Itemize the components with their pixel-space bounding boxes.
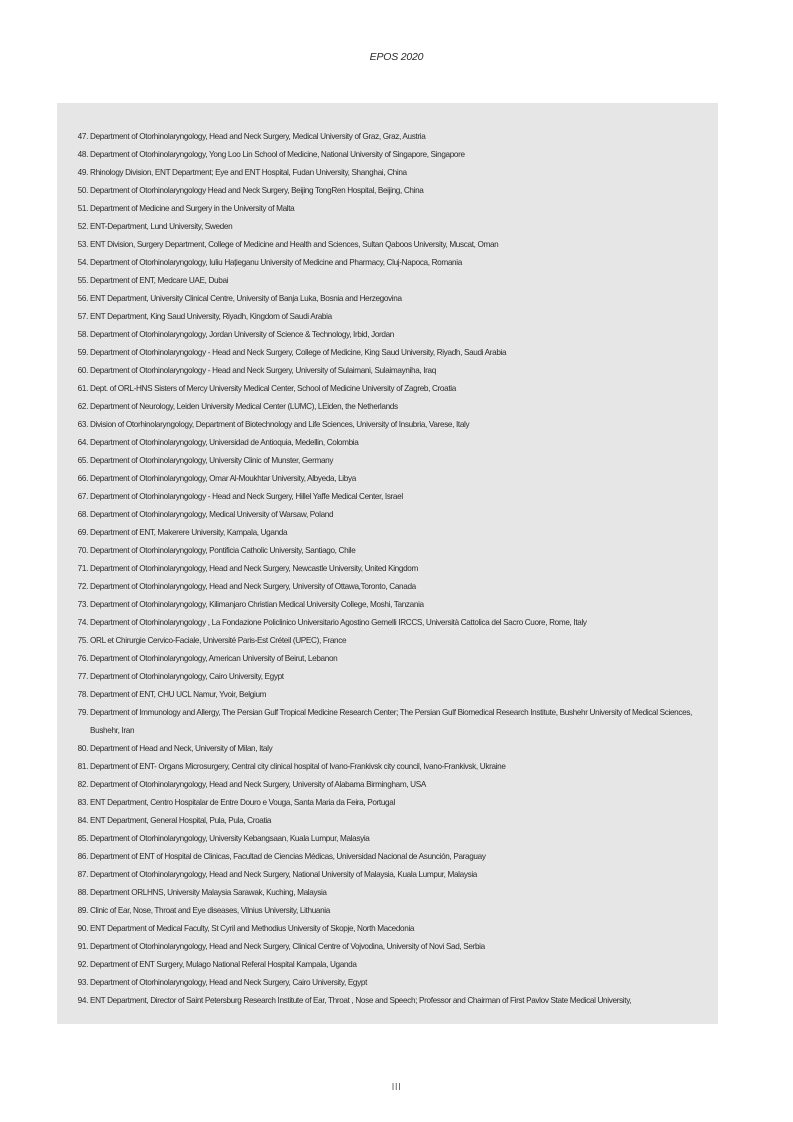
affiliation-item xyxy=(57,434,718,452)
affiliation-text: Department of Otorhinolaryngology, Head and Neck Surgery, Cairo University, Egypt xyxy=(90,978,368,987)
affiliation-text: Department of Otorhinolaryngology Head and Neck Surgery, Beijing TongRen Hospital, Beijing, China xyxy=(90,186,424,195)
affiliation-item xyxy=(57,380,718,398)
affiliation-text: Department of Otorhinolaryngology, Yong Loo Lin School of Medicine, National University of Singapore, Singapore xyxy=(90,150,465,159)
affiliation-item xyxy=(57,902,718,920)
affiliation-number: 66. xyxy=(77,474,88,483)
affiliation-item xyxy=(57,506,718,524)
affiliation-number: 70. xyxy=(77,546,88,555)
affiliation-text: Department of Otorhinolaryngology - Head and Neck Surgery, Hillel Yaffe Medical Center, Israel xyxy=(90,492,403,501)
affiliation-number: 48. xyxy=(77,150,88,159)
affiliation-text: Dept. of ORL-HNS Sisters of Mercy University Medical Center, School of Medicine University of Zagreb, Croatia xyxy=(90,384,456,393)
affiliation-text: Division of Otorhinolaryngology, Department of Biotechnology and Life Sciences, University of Insubria, Varese, Italy xyxy=(90,420,470,429)
affiliation-text: ENT Department, General Hospital, Pula, Pula, Croatia xyxy=(90,816,272,825)
affiliation-number: 52. xyxy=(77,222,88,231)
affiliation-number: 51. xyxy=(77,204,88,213)
affiliation-text: Department of Neurology, Leiden University Medical Center (LUMC), LEiden, the Netherlands xyxy=(90,402,398,411)
affiliation-text: Department of Medicine and Surgery in the University of Malta xyxy=(90,204,295,213)
affiliation-item xyxy=(57,344,718,362)
affiliation-item xyxy=(57,326,718,344)
affiliation-number: 47. xyxy=(77,132,88,141)
affiliation-item xyxy=(57,938,718,956)
affiliation-number: 53. xyxy=(77,240,88,249)
affiliation-number: 85. xyxy=(77,834,88,843)
affiliation-text: Department of Otorhinolaryngology, Pontificia Catholic University, Santiago, Chile xyxy=(90,546,356,555)
affiliation-item xyxy=(57,974,718,992)
affiliation-number: 75. xyxy=(77,636,88,645)
affiliation-number: 81. xyxy=(77,762,88,771)
affiliation-item xyxy=(57,218,718,236)
affiliation-number: 50. xyxy=(77,186,88,195)
affiliation-item xyxy=(57,272,718,290)
affiliation-number: 68. xyxy=(77,510,88,519)
affiliation-item xyxy=(57,290,718,308)
affiliation-number: 74. xyxy=(77,618,88,627)
affiliation-item xyxy=(57,992,718,1010)
page-number: III xyxy=(391,1082,402,1093)
affiliation-number: 65. xyxy=(77,456,88,465)
affiliation-number: 79. xyxy=(77,708,88,717)
affiliation-number: 59. xyxy=(77,348,88,357)
affiliation-text: Department of Otorhinolaryngology, Medical University of Warsaw, Poland xyxy=(90,510,334,519)
affiliation-text: Department of Otorhinolaryngology, Kilimanjaro Christian Medical University College, Moshi, Tanzania xyxy=(90,600,424,609)
affiliation-item xyxy=(57,758,718,776)
affiliation-text: Department of Otorhinolaryngology - Head and Neck Surgery, College of Medicine, King Saud University, Riyadh, Saudi Arabia xyxy=(90,348,507,357)
affiliation-text: Department of Otorhinolaryngology - Head and Neck Surgery, University of Sulaimani, Sulaimayniha, Iraq xyxy=(90,366,436,375)
affiliation-text: ENT Division, Surgery Department, College of Medicine and Health and Sciences, Sultan Qaboos University, Muscat, Oman xyxy=(90,240,499,249)
affiliation-text: Department ORLHNS, University Malaysia Sarawak, Kuching, Malaysia xyxy=(90,888,327,897)
affiliation-item xyxy=(57,164,718,182)
affiliation-item xyxy=(57,362,718,380)
affiliation-text: ENT Department of Medical Faculty, St Cyril and Methodius University of Skopje, North Macedonia xyxy=(90,924,415,933)
affiliation-item xyxy=(57,560,718,578)
affiliation-text: Department of Otorhinolaryngology, University Clinic of Munster, Germany xyxy=(90,456,334,465)
affiliation-text: Department of ENT, Medcare UAE, Dubai xyxy=(90,276,229,285)
affiliation-item xyxy=(57,668,718,686)
affiliation-item xyxy=(57,884,718,902)
affiliation-item xyxy=(57,614,718,632)
affiliation-text: ENT Department, Centro Hospitalar de Entre Douro e Vouga, Santa Maria da Feira, Portugal xyxy=(90,798,395,807)
affiliation-item xyxy=(57,704,718,740)
affiliations-box xyxy=(57,103,718,1024)
affiliation-number: 60. xyxy=(77,366,88,375)
affiliation-number: 72. xyxy=(77,582,88,591)
page-header: EPOS 2020 xyxy=(369,51,424,63)
affiliation-item xyxy=(57,470,718,488)
affiliation-number: 84. xyxy=(77,816,88,825)
affiliation-item xyxy=(57,866,718,884)
affiliation-number: 82. xyxy=(77,780,88,789)
affiliation-item xyxy=(57,578,718,596)
affiliation-text: Department of Otorhinolaryngology, Head and Neck Surgery, University of Alabama Birmingham, USA xyxy=(90,780,426,789)
affiliation-text: Department of Otorhinolaryngology, University Kebangsaan, Kuala Lumpur, Malasyia xyxy=(90,834,370,843)
affiliation-item xyxy=(57,452,718,470)
affiliation-number: 76. xyxy=(77,654,88,663)
affiliation-item xyxy=(57,308,718,326)
affiliation-text: ENT-Department, Lund University, Sweden xyxy=(90,222,233,231)
affiliation-number: 55. xyxy=(77,276,88,285)
affiliation-item xyxy=(57,488,718,506)
affiliation-number: 57. xyxy=(77,312,88,321)
affiliation-item xyxy=(57,254,718,272)
affiliation-number: 58. xyxy=(77,330,88,339)
affiliation-text: ENT Department, University Clinical Centre, University of Banja Luka, Bosnia and Herzegovina xyxy=(90,294,402,303)
affiliation-item xyxy=(57,596,718,614)
affiliation-item xyxy=(57,542,718,560)
affiliation-item xyxy=(57,848,718,866)
affiliation-item xyxy=(57,956,718,974)
affiliation-text: Department of Otorhinolaryngology, Iuliu Hațieganu University of Medicine and Pharmacy, Cluj-Napoca, Romania xyxy=(90,258,462,267)
affiliation-number: 64. xyxy=(77,438,88,447)
affiliation-item xyxy=(57,524,718,542)
affiliation-text: Department of Head and Neck, University of Milan, Italy xyxy=(90,744,273,753)
affiliation-number: 73. xyxy=(77,600,88,609)
affiliation-text: Department of Otorhinolaryngology, Jordan University of Science & Technology, Irbid, Jordan xyxy=(90,330,395,339)
affiliation-number: 49. xyxy=(77,168,88,177)
affiliation-text: Department of Otorhinolaryngology, Head and Neck Surgery, National University of Malaysia, Kuala Lumpur, Malaysia xyxy=(90,870,478,879)
affiliation-text: ORL et Chirurgie Cervico-Faciale, Université Paris-Est Créteil (UPEC), France xyxy=(90,636,347,645)
affiliation-number: 92. xyxy=(77,960,88,969)
affiliation-item xyxy=(57,650,718,668)
affiliation-text: Rhinology Division, ENT Department; Eye and ENT Hospital, Fudan University, Shanghai, China xyxy=(90,168,407,177)
affiliation-item xyxy=(57,776,718,794)
affiliation-number: 62. xyxy=(77,402,88,411)
affiliation-item xyxy=(57,236,718,254)
affiliation-text: Department of Immunology and Allergy, The Persian Gulf Tropical Medicine Research Center; The Persian Gulf Biomedical Research Institute, Bushehr University of Medical Sciences, Bushehr, Iran xyxy=(90,708,692,735)
affiliation-number: 83. xyxy=(77,798,88,807)
affiliation-item xyxy=(57,182,718,200)
affiliation-number: 94. xyxy=(77,996,88,1005)
affiliation-text: Department of Otorhinolaryngology, Omar Al-Moukhtar University, Albyeda, Libya xyxy=(90,474,356,483)
affiliation-text: Department of ENT Surgery, Mulago National Referal Hospital Kampala, Uganda xyxy=(90,960,357,969)
affiliation-item xyxy=(57,830,718,848)
affiliation-number: 54. xyxy=(77,258,88,267)
affiliation-text: ENT Department, King Saud University, Riyadh, Kingdom of Saudi Arabia xyxy=(90,312,332,321)
affiliation-number: 56. xyxy=(77,294,88,303)
affiliation-text: Department of ENT, CHU UCL Namur, Yvoir, Belgium xyxy=(90,690,267,699)
affiliation-text: Department of Otorhinolaryngology, Cairo University, Egypt xyxy=(90,672,284,681)
affiliation-text: Department of Otorhinolaryngology, Head and Neck Surgery, University of Ottawa,Toronto, Canada xyxy=(90,582,416,591)
affiliation-text: Department of Otorhinolaryngology, Head and Neck Surgery, Medical University of Graz, Graz, Austria xyxy=(90,132,426,141)
affiliation-text: Department of Otorhinolaryngology , La Fondazione Policlinico Universitario Agostino Gemelli IRCCS, Università Cattolica del Sacro Cuore, Rome, Italy xyxy=(90,618,587,627)
affiliation-text: Department of ENT, Makerere University, Kampala, Uganda xyxy=(90,528,288,537)
affiliation-number: 80. xyxy=(77,744,88,753)
affiliation-number: 61. xyxy=(77,384,88,393)
affiliation-text: Department of Otorhinolaryngology, American University of Beirut, Lebanon xyxy=(90,654,338,663)
affiliation-item xyxy=(57,416,718,434)
affiliation-number: 86. xyxy=(77,852,88,861)
affiliation-item xyxy=(57,632,718,650)
affiliation-item xyxy=(57,812,718,830)
affiliation-number: 67. xyxy=(77,492,88,501)
affiliation-text: Department of Otorhinolaryngology, Universidad de Antioquia, Medellin, Colombia xyxy=(90,438,359,447)
affiliation-text: Department of ENT- Organs Microsurgery, Central city clinical hospital of Ivano-Frankivsk city council, Ivano-Frankivsk, Ukraine xyxy=(90,762,506,771)
affiliation-text: Department of ENT of Hospital de Clinicas, Facultad de Ciencias Médicas, Universidad Nacional de Asunción, Paraguay xyxy=(90,852,486,861)
affiliation-number: 87. xyxy=(77,870,88,879)
affiliation-text: ENT Department, Director of Saint Petersburg Research Institute of Ear, Throat , Nose and Speech; Professor and Chairman of First Pavlov State Medical University, xyxy=(90,996,632,1005)
affiliation-item xyxy=(57,740,718,758)
affiliation-text: Department of Otorhinolaryngology, Head and Neck Surgery, Clinical Centre of Vojvodina, University of Novi Sad, Serbia xyxy=(90,942,485,951)
affiliation-number: 89. xyxy=(77,906,88,915)
affiliation-number: 93. xyxy=(77,978,88,987)
affiliation-item xyxy=(57,686,718,704)
affiliation-number: 71. xyxy=(77,564,88,573)
affiliation-number: 90. xyxy=(77,924,88,933)
affiliation-number: 69. xyxy=(77,528,88,537)
affiliations-list xyxy=(57,103,718,1010)
affiliation-item xyxy=(57,200,718,218)
affiliation-item xyxy=(57,128,718,146)
affiliation-item xyxy=(57,146,718,164)
affiliation-text: Clinic of Ear, Nose, Throat and Eye diseases, Vilnius University, Lithuania xyxy=(90,906,330,915)
affiliation-item xyxy=(57,794,718,812)
affiliation-item xyxy=(57,398,718,416)
affiliation-number: 63. xyxy=(77,420,88,429)
affiliation-number: 91. xyxy=(77,942,88,951)
affiliation-number: 78. xyxy=(77,690,88,699)
affiliation-item xyxy=(57,920,718,938)
affiliation-text: Department of Otorhinolaryngology, Head and Neck Surgery, Newcastle University, United Kingdom xyxy=(90,564,418,573)
affiliation-number: 77. xyxy=(77,672,88,681)
affiliation-number: 88. xyxy=(77,888,88,897)
